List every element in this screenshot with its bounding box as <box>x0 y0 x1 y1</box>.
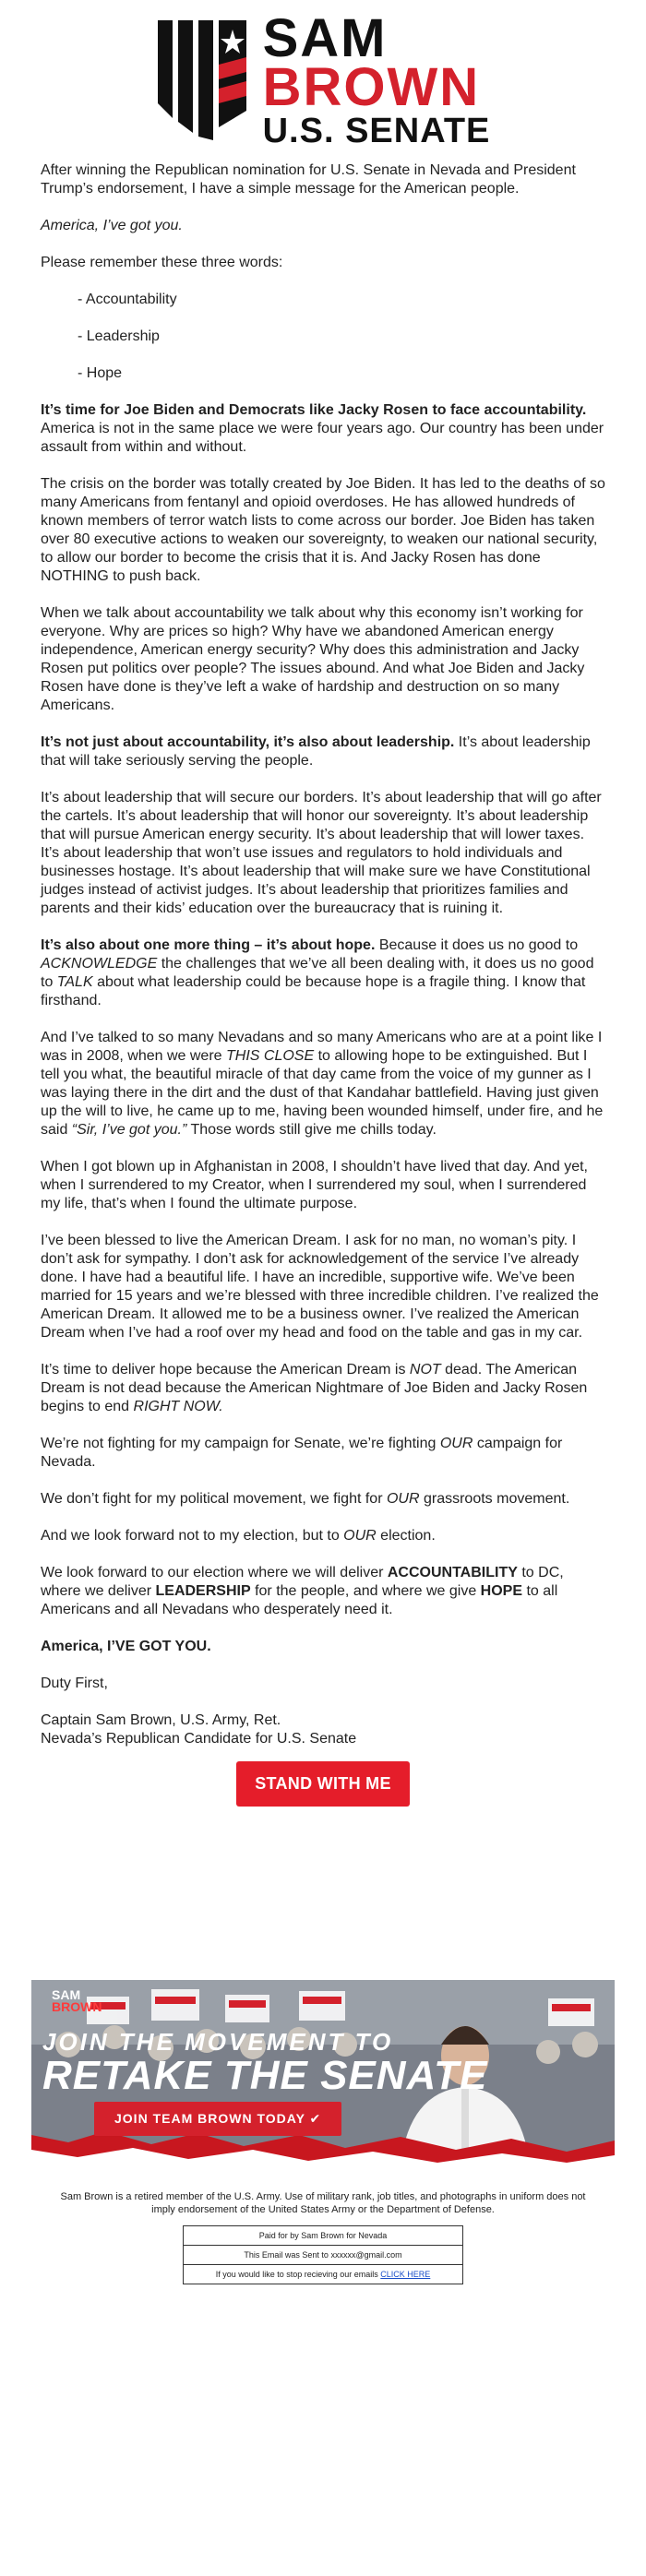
military-disclaimer: Sam Brown is a retired member of the U.S. Army. Use of military rank, job titles, and photographs in uniform does not imply endorsement of the United States Army or the Department of Defense. <box>60 2191 586 2215</box>
paragraph-leadership: It’s not just about accountability, it’s also about leadership. It’s about leadership that will take seriously serving the people. <box>41 734 591 769</box>
paragraph-our-movement: We don’t fight for my political movement, we fight for OUR grassroots movement. <box>41 1491 570 1507</box>
join-movement-banner[interactable] <box>31 1980 615 2165</box>
paragraph-our-election: And we look forward not to my election, but to OUR election. <box>41 1528 436 1544</box>
flag-shield-icon <box>156 18 248 143</box>
stand-with-me-button[interactable]: STAND WITH ME <box>236 1761 410 1807</box>
paragraph-our-campaign: We’re not fighting for my campaign for Senate, we’re fighting OUR campaign for Nevada. <box>41 1436 563 1470</box>
signature-block <box>41 1711 605 1748</box>
logo-text-sam: SAM <box>262 7 388 68</box>
paid-for-line: Paid for by Sam Brown for Nevada <box>258 2231 388 2240</box>
paragraph-economy: When we talk about accountability we talk about why this economy isn’t working for everyone. Why are prices so high? Why have we abandoned American energy independence, American energy security? Why does this administration and Jacky Rosen put politics over people? The issues abound. And what Joe Biden and Jacky Rosen have done is they’ve left a wake of hardship and destruction on so many Americans. <box>41 605 585 713</box>
paragraph-deliver-hope: It’s time to deliver hope because the American Dream is NOT dead. The American Dream is not dead because the American Nightmare of Joe Biden and Jacky Rosen begins to end RIGHT NOW. <box>41 1362 588 1414</box>
letter-body <box>0 161 646 1748</box>
paragraph-blessed: I’ve been blessed to live the American Dream. I ask for no man, no woman’s pity. I don’t ask for sympathy. I don’t ask for acknowledgement of the service I’ve already done. I have had a beautiful life. I have an incredible, supportive wife. We’ve been married for 15 years and we’re blessed with three incredible children. I’ve realized the American Dream. It allowed me to be a business owner. I’ve realized the American Dream when I’ve had a roof over my head and food on the table and gas in my car. <box>41 1233 599 1341</box>
paragraph-final: America, I’VE GOT YOU. <box>41 1639 211 1654</box>
paragraph-deliver-dc: We look forward to our election where we will deliver ACCOUNTABILITY to DC, where we deliver LEADERSHIP for the people, and where we give HOPE to all Americans and all Nevadans who desperately need it. <box>41 1565 564 1617</box>
signature-name: Captain Sam Brown, U.S. Army, Ret. <box>41 1712 281 1728</box>
list-item: - Hope <box>78 365 123 381</box>
three-words-list <box>41 291 605 383</box>
list-item: - Leadership <box>78 328 160 344</box>
paragraph-hope: It’s also about one more thing – it’s about hope. Because it does us no good to ACKNOWLEDGE the challenges that we’ve all been dealing with, it does us no good to TALK about what leadership could be because hope is a fragile thing. I know that firsthand. <box>41 937 594 1008</box>
sent-to-line: This Email was Sent to xxxxxx@gmail.com <box>184 2245 462 2264</box>
paragraph-afghanistan: When I got blown up in Afghanistan in 2008, I shouldn’t have lived that day. And yet, when I surrendered to my Creator, when I surrendered my soul, when I surrendered my life, that’s when I found the ultimate purpose. <box>41 1159 588 1211</box>
paragraph-tagline: America, I’ve got you. <box>41 218 183 233</box>
banner-mini-logo: SAM BROWN <box>52 1987 102 2014</box>
unsubscribe-link[interactable]: CLICK HERE <box>380 2270 431 2279</box>
paragraph-accountability: It’s time for Joe Biden and Democrats like Jacky Rosen to face accountability. America is not in the same place we were four years ago. Our country has been under assault from within and without. <box>41 402 604 455</box>
campaign-logo <box>0 0 646 161</box>
paragraph-crisis: The crisis on the border was totally created by Joe Biden. It has led to the deaths of so many Americans from fentanyl and opioid overdoses. He has allowed hundreds of known members of terror watch lists to come across our border. Joe Biden has taken over 80 executive actions to weaken our sovereignty, to weaken our national security, to allow our border to become the crisis that it is. And Jacky Rosen has done NOTHING to push back. <box>41 476 605 584</box>
paragraph-leadership-list: It’s about leadership that will secure our borders. It’s about leadership that will go after the cartels. It’s about leadership that will honor our sovereignty. It’s about leadership that will pursue American energy security. It’s about leadership that will lower taxes. It’s about leadership that won’t use issues and regulators to hold individuals and businesses hostage. It’s about leadership that will make sure we have Constitutional judges instead of activist judges. It’s about leadership that prioritizes families and parents and their kids’ education over the bureaucracy that is ruining it. <box>41 790 602 916</box>
banner-headline: JOIN THE MOVEMENT TO RETAKE THE SENATE <box>42 2028 488 2098</box>
logo-text-brown: BROWN <box>262 57 481 118</box>
signature-title: Nevada’s Republican Candidate for U.S. Senate <box>41 1731 357 1747</box>
paragraph-this-close: And I’ve talked to so many Nevadans and so many Americans who are at a point like I was in 2008, when we were THIS CLOSE to allowing hope to be extinguished. But I tell you what, the beautiful miracle of that day came from the voice of my gunner as I was laying there in the dirt and the dust of that Kandahar battlefield. Having just given up the will to live, he came up to me, having been wounded himself, under fire, and he said “Sir, I’ve got you.” Those words still give me chills today. <box>41 1030 604 1138</box>
paragraph-intro: After winning the Republican nomination for U.S. Senate in Nevada and President Trump’s endorsement, I have a simple message for the American people. <box>41 162 576 197</box>
list-item: - Accountability <box>78 292 177 307</box>
paragraph-remember: Please remember these three words: <box>41 255 283 270</box>
logo-text-us-senate: U.S. SENATE <box>262 112 491 151</box>
footer-legal-box <box>183 2225 463 2284</box>
unsubscribe-line: If you would like to stop recieving our emails CLICK HERE <box>184 2264 462 2284</box>
signoff: Duty First, <box>41 1676 108 1691</box>
join-team-brown-button[interactable]: JOIN TEAM BROWN TODAY ✔ <box>94 2102 341 2136</box>
